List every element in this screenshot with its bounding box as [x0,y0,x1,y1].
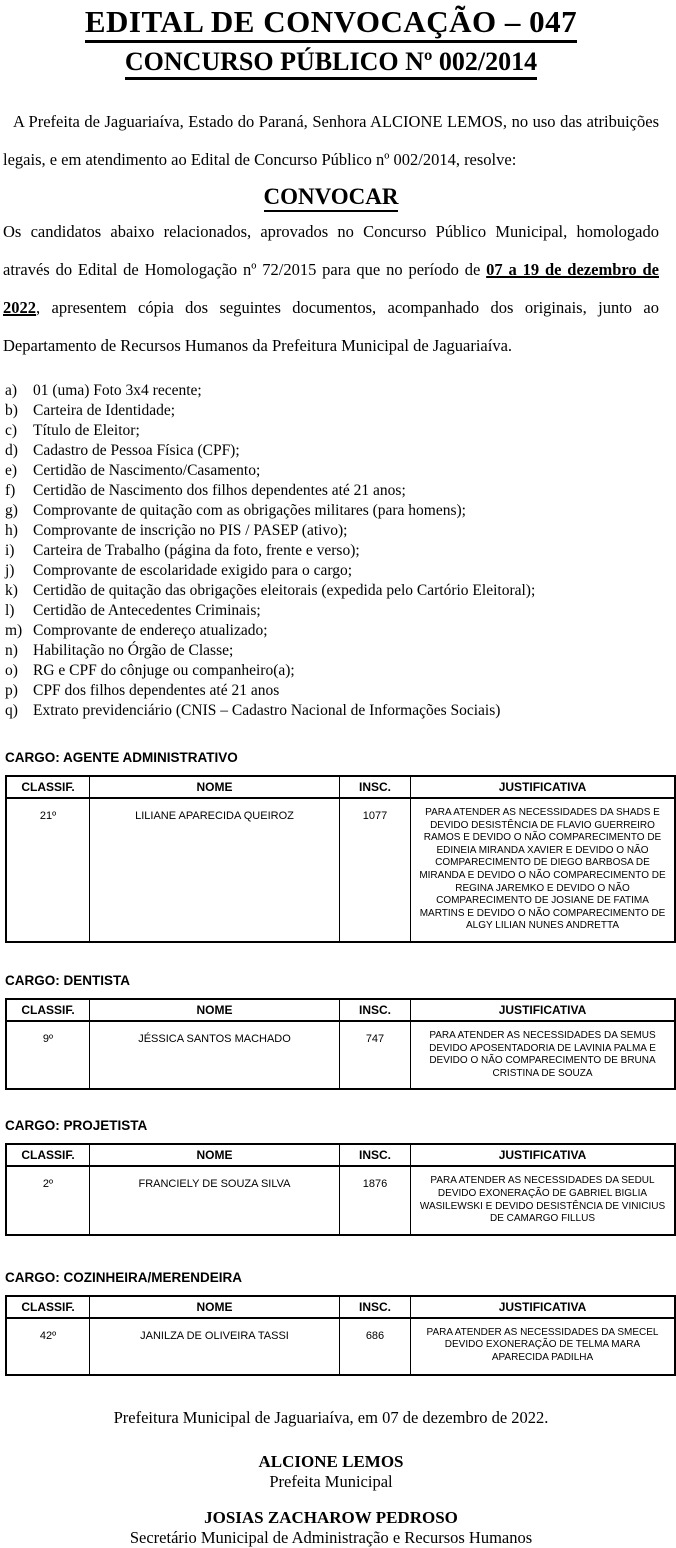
list-item-letter: g) [5,502,18,519]
cell-nome: JANILZA DE OLIVEIRA TASSI [90,1318,340,1375]
list-item [5,641,659,661]
list-item-text: Comprovante de endereço atualizado; [33,622,268,639]
cargo-heading: CARGO: COZINHEIRA/MERENDEIRA [5,1269,243,1285]
list-item-letter: j) [5,562,15,579]
list-item [5,461,659,481]
list-item [5,481,659,501]
list-item-text: Habilitação no Órgão de Classe; [33,642,234,659]
cell-classif: 9º [6,1021,90,1089]
column-header-classif: CLASSIF. [6,1296,90,1318]
signature-name: ALCIONE LEMOS [258,1451,404,1471]
list-item-letter: i) [5,542,15,559]
list-item-text: Certidão de Nascimento dos filhos dependentes até 21 anos; [33,482,406,499]
intro-paragraph: A Prefeita de Jaguariaíva, Estado do Paraná, Senhora ALCIONE LEMOS, no uso das atribuições legais, e em atendimento ao Edital de Concurso Público nº 002/2014, resolve: [3,112,659,169]
signature-name: JOSIAS ZACHAROW PEDROSO [204,1507,458,1527]
list-item-letter: h) [5,522,18,539]
document-checklist [3,381,659,721]
column-header-justificativa: JUSTIFICATIVA [411,1144,676,1166]
column-header-nome: NOME [90,1296,340,1318]
list-item-letter: a) [5,382,18,399]
cell-insc: 1876 [340,1166,411,1234]
list-item-text: Título de Eleitor; [33,422,140,439]
list-item [5,561,659,581]
list-item-letter: e) [5,462,18,479]
list-item [5,621,659,641]
list-item-text: Carteira de Trabalho (página da foto, frente e verso); [33,542,360,559]
list-item-text: Comprovante de quitação com as obrigações militares (para homens); [33,502,466,519]
list-item-text: 01 (uma) Foto 3x4 recente; [33,382,202,399]
list-item-text: CPF dos filhos dependentes até 21 anos [33,682,280,699]
list-item [5,661,659,681]
signature-date-line: Prefeitura Municipal de Jaguariaíva, em 07 de dezembro de 2022. [113,1407,549,1427]
cell-insc: 686 [340,1318,411,1375]
column-header-justificativa: JUSTIFICATIVA [411,1296,676,1318]
cell-classif: 42º [6,1318,90,1375]
column-header-classif: CLASSIF. [6,999,90,1021]
list-item-letter: p) [5,682,18,699]
list-item-letter: k) [5,582,18,599]
list-item-letter: m) [5,622,23,639]
table-header-row [6,1144,675,1166]
list-item [5,401,659,421]
table-row [6,1021,675,1089]
list-item-letter: o) [5,662,18,679]
cargo-section-dentista [3,973,659,1090]
cargo-section-cozinheira-merendeira [3,1270,659,1376]
list-item [5,681,659,701]
list-item-letter: l) [5,602,15,619]
list-item-letter: c) [5,422,18,439]
cargo-table [5,1143,676,1235]
list-item-letter: d) [5,442,18,459]
cell-justificativa: PARA ATENDER AS NECESSIDADES DA SHADS E DEVIDO DESISTÊNCIA DE FLAVIO GUERREIRO RAMOS E DEVIDO O NÃO COMPARECIMENTO DE EDINEIA MIRANDA XAVIER E DEVIDO O NÃO COMPARECIMENTO DE DIEGO BARBOSA DE MIRANDA E DEVIDO O NÃO COMPARECIMENTO DE REGINA JAREMKO E DEVIDO O NÃO COMPARECIMENTO DE JOSIANE DE FATIMA MARTINS E DEVIDO O NÃO COMPARECIMENTO DE ALGY LILIAN NUNES ANDRETTA [411,798,676,942]
table-header-row [6,1296,675,1318]
list-item-text: RG e CPF do cônjuge ou companheiro(a); [33,662,295,679]
column-header-insc: INSC. [340,776,411,798]
list-item [5,501,659,521]
cargo-table [5,1295,676,1376]
list-item [5,521,659,541]
cargo-heading: CARGO: PROJETISTA [5,1118,148,1134]
list-item-text: Comprovante de inscrição no PIS / PASEP (ativo); [33,522,348,539]
column-header-insc: INSC. [340,999,411,1021]
signature-role: Secretário Municipal de Administração e Recursos Humanos [129,1527,533,1547]
list-item-text: Extrato previdenciário (CNIS – Cadastro Nacional de Informações Sociais) [33,702,501,719]
list-item [5,421,659,441]
cargo-heading: CARGO: DENTISTA [5,972,130,988]
list-item-text: Certidão de Antecedentes Criminais; [33,602,261,619]
cargo-section-projetista [3,1118,666,1235]
cell-justificativa: PARA ATENDER AS NECESSIDADES DA SEMUS DEVIDO APOSENTADORIA DE LAVINIA PALMA E DEVIDO O NÃO COMPARECIMENTO DE BRUNA CRISTINA DE SOUZA [411,1021,676,1089]
signature-block-mayor [3,1452,659,1492]
body-paragraph [3,213,659,365]
list-item-text: Cadastro de Pessoa Física (CPF); [33,442,240,459]
cargo-table [5,775,676,943]
column-header-nome: NOME [90,1144,340,1166]
cargo-heading: CARGO: AGENTE ADMINISTRATIVO [5,750,238,765]
cargo-table [5,998,676,1090]
cell-nome: LILIANE APARECIDA QUEIROZ [90,798,340,942]
signature-block-secretary [3,1508,659,1548]
cell-nome: JÉSSICA SANTOS MACHADO [90,1021,340,1089]
list-item-text: Certidão de quitação das obrigações eleitorais (expedida pelo Cartório Eleitoral); [33,582,536,599]
table-row [6,1318,675,1375]
convocar-heading: CONVOCAR [3,184,659,210]
list-item [5,601,659,621]
cargo-section-agente-administrativo [3,750,666,943]
column-header-justificativa: JUSTIFICATIVA [411,776,676,798]
table-header-row [6,776,675,798]
body-text-period-emphasis: 07 a 19 de dezembro de 2022 [3,260,659,317]
list-item-text: Carteira de Identidade; [33,402,176,419]
list-item-letter: b) [5,402,18,419]
list-item [5,541,659,561]
cell-justificativa: PARA ATENDER AS NECESSIDADES DA SMECEL DEVIDO EXONERAÇÃO DE TELMA MARA APARECIDA PADILHA [411,1318,676,1375]
signature-role: Prefeita Municipal [269,1471,393,1491]
column-header-nome: NOME [90,999,340,1021]
list-item-letter: f) [5,482,16,499]
column-header-classif: CLASSIF. [6,1144,90,1166]
list-item-text: Certidão de Nascimento/Casamento; [33,462,261,479]
cell-insc: 1077 [340,798,411,942]
document-title: EDITAL DE CONVOCAÇÃO – 047 [3,4,659,40]
table-header-row [6,999,675,1021]
table-row [6,798,675,942]
column-header-insc: INSC. [340,1296,411,1318]
cell-justificativa: PARA ATENDER AS NECESSIDADES DA SEDUL DEVIDO EXONERAÇÃO DE GABRIEL BIGLIA WASILEWSKI E DEVIDO DESISTÊNCIA DE VINICIUS DE CAMARGO FILLUS [411,1166,676,1234]
list-item [5,441,659,461]
body-text-after: , apresentem cópia dos seguintes documentos, acompanhado dos originais, junto ao Departamento de Recursos Humanos da Prefeitura Municipal de Jaguariaíva. [3,298,659,355]
list-item-text: Comprovante de escolaridade exigido para o cargo; [33,562,353,579]
cell-classif: 2º [6,1166,90,1234]
cell-insc: 747 [340,1021,411,1089]
cell-classif: 21º [6,798,90,942]
list-item [5,701,659,721]
column-header-classif: CLASSIF. [6,776,90,798]
list-item [5,581,659,601]
table-row [6,1166,675,1234]
cell-nome: FRANCIELY DE SOUZA SILVA [90,1166,340,1234]
list-item [5,381,659,401]
body-text-before: Os candidatos abaixo relacionados, aprovados no Concurso Público Municipal, homologado através do Edital de Homologação nº 72/2015 para que no período de [3,222,659,279]
column-header-insc: INSC. [340,1144,411,1166]
column-header-justificativa: JUSTIFICATIVA [411,999,676,1021]
document-subtitle: CONCURSO PÚBLICO Nº 002/2014 [3,47,659,77]
list-item-letter: n) [5,642,18,659]
list-item-letter: q) [5,702,18,719]
column-header-nome: NOME [90,776,340,798]
